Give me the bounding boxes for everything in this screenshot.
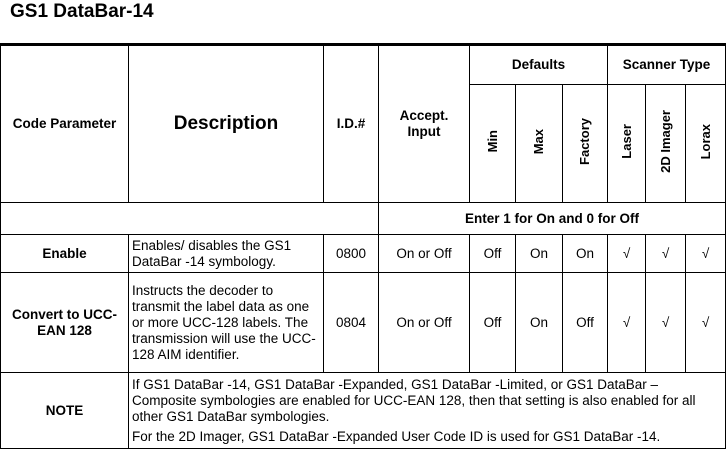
row-lorax-check: √ bbox=[686, 235, 726, 273]
row-factory: Off bbox=[563, 273, 608, 373]
header-lorax-label: Lorax bbox=[697, 123, 713, 160]
note-text bbox=[129, 373, 726, 449]
note-label: NOTE bbox=[1, 373, 129, 449]
header-max bbox=[516, 85, 563, 203]
row-description: Instructs the decoder to transmit the label data as one or more UCC-128 labels. The transmission will use the UCC-128 AIM identifier. bbox=[129, 273, 324, 373]
header-lorax bbox=[686, 85, 726, 203]
parameter-table bbox=[0, 43, 726, 449]
row-min: Off bbox=[470, 235, 516, 273]
table-row bbox=[1, 235, 726, 273]
row-lorax-check: √ bbox=[686, 273, 726, 373]
row-id: 0804 bbox=[324, 273, 379, 373]
header-laser bbox=[608, 85, 646, 203]
table-row bbox=[1, 273, 726, 373]
row-param: Enable bbox=[1, 235, 129, 273]
row-id: 0800 bbox=[324, 235, 379, 273]
header-2d-imager-label: 2D Imager bbox=[657, 110, 673, 173]
blank-cell bbox=[1, 203, 379, 235]
header-laser-label: Laser bbox=[618, 124, 634, 159]
row-accept: On or Off bbox=[379, 235, 470, 273]
note-paragraph-2: For the 2D Imager, GS1 DataBar -Expanded User Code ID is used for GS1 DataBar -14. bbox=[132, 428, 661, 444]
header-accept-input: Accept. Input bbox=[379, 45, 470, 203]
header-defaults: Defaults bbox=[470, 45, 608, 85]
row-imager-check: √ bbox=[646, 235, 686, 273]
row-description: Enables/ disables the GS1 DataBar -14 symbology. bbox=[129, 235, 324, 273]
enter-note: Enter 1 for On and 0 for Off bbox=[379, 203, 726, 235]
header-scanner-type: Scanner Type bbox=[608, 45, 726, 85]
row-imager-check: √ bbox=[646, 273, 686, 373]
header-factory bbox=[563, 85, 608, 203]
header-id: I.D.# bbox=[324, 45, 379, 203]
header-description: Description bbox=[129, 45, 324, 203]
row-param: Convert to UCC-EAN 128 bbox=[1, 273, 129, 373]
row-accept: On or Off bbox=[379, 273, 470, 373]
header-min-label: Min bbox=[484, 130, 500, 153]
header-factory-label: Factory bbox=[577, 118, 593, 165]
header-max-label: Max bbox=[531, 128, 546, 155]
row-max: On bbox=[516, 273, 563, 373]
row-min: Off bbox=[470, 273, 516, 373]
header-2d-imager bbox=[646, 85, 686, 203]
header-code-parameter: Code Parameter bbox=[1, 45, 129, 203]
note-row bbox=[1, 373, 726, 449]
row-factory: On bbox=[563, 235, 608, 273]
header-min bbox=[470, 85, 516, 203]
note-paragraph-1: If GS1 DataBar -14, GS1 DataBar -Expanded, GS1 DataBar -Limited, or GS1 DataBar –Composite symbologies are enabled for UCC-EAN 128, then that setting is also enabled for all other GS1 DataBar symbologies. bbox=[132, 376, 696, 424]
row-laser-check: √ bbox=[608, 235, 646, 273]
row-laser-check: √ bbox=[608, 273, 646, 373]
row-max: On bbox=[516, 235, 563, 273]
page-title: GS1 DataBar-14 bbox=[10, 1, 154, 22]
